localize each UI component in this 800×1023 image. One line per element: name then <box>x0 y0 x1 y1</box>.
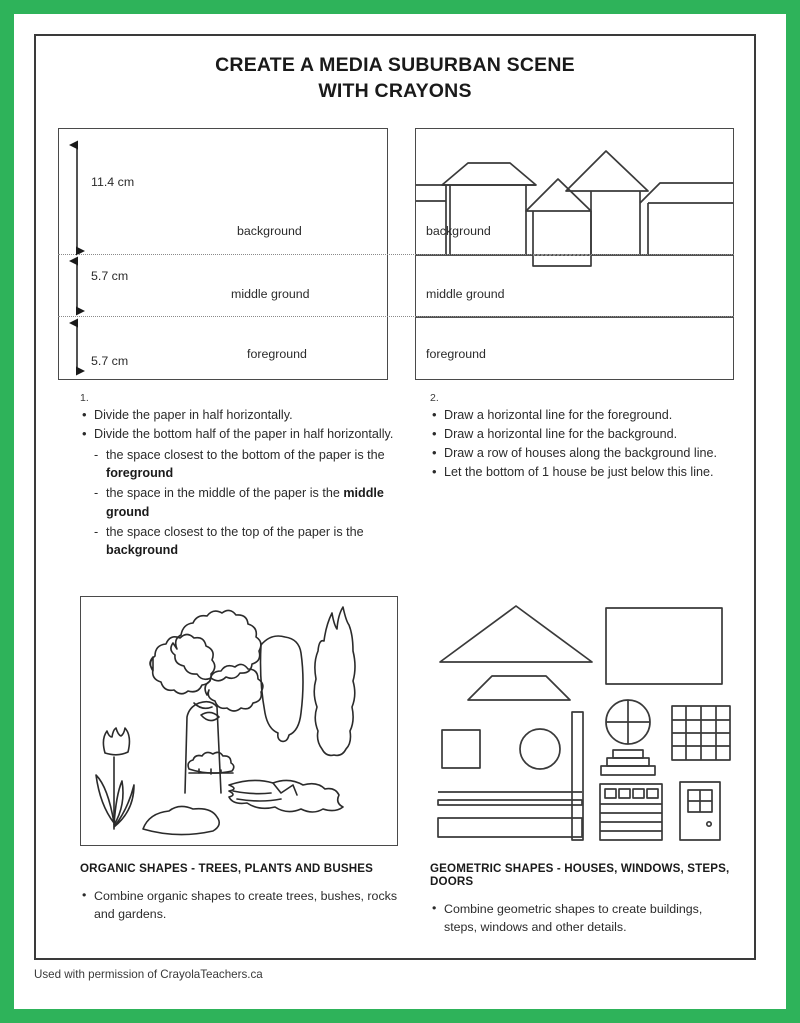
dimension-label-background: 11.4 cm <box>91 175 135 189</box>
small-bush-icon <box>188 752 234 774</box>
step-2-bullet-4-text: Let the bottom of 1 house be just below this line. <box>444 464 714 479</box>
shape-galleries <box>58 596 734 846</box>
tree-icon <box>150 610 263 793</box>
list-item <box>430 445 734 463</box>
list-item <box>94 523 400 560</box>
round-window-icon <box>606 700 650 744</box>
step-2-number: 2. <box>430 392 439 404</box>
scene-label-middle-ground: middle ground <box>426 287 505 301</box>
dimension-label-middle-ground: 5.7 cm <box>91 269 129 283</box>
instruction-step-2 <box>430 392 734 483</box>
dimension-label-foreground: 5.7 cm <box>91 354 129 368</box>
step-1-sub-bullets <box>94 446 400 560</box>
sub-2-pre: the space in the middle of the paper is the <box>106 486 344 501</box>
scene-label-foreground: foreground <box>426 347 486 361</box>
long-rectangle-icon <box>438 818 582 837</box>
list-item <box>94 484 400 521</box>
diagram-row <box>58 128 734 380</box>
organic-shapes-drawing <box>81 597 395 843</box>
trapezoid-icon <box>468 676 570 700</box>
organic-shapes-panel <box>80 596 398 846</box>
step-1-bullet-2-text: Divide the bottom half of the paper in half horizontally. <box>94 426 394 441</box>
sub-1-pre: the space closest to the bottom of the paper is the <box>106 447 385 462</box>
list-item <box>430 464 734 482</box>
organic-caption-body: • Combine organic shapes to create trees, bushes, rocks and gardens. <box>80 888 400 924</box>
attribution-footer: Used with permission of CrayolaTeachers.ca <box>34 968 263 981</box>
rock-icon <box>143 806 219 834</box>
list-item <box>430 426 734 444</box>
sub-3-pre: the space closest to the top of the paper is the <box>106 524 364 539</box>
geometric-shapes-drawing <box>430 596 734 846</box>
geometric-caption-body: • Combine geometric shapes to create buildings, steps, windows and other details. <box>430 901 734 937</box>
geometric-caption-title: GEOMETRIC SHAPES - HOUSES, WINDOWS, STEPS, DOORS <box>430 862 730 888</box>
list-item <box>80 407 400 425</box>
square-icon <box>442 730 480 768</box>
step-2-bullet-3-text: Draw a row of houses along the background line. <box>444 445 718 460</box>
cypress-bush-icon <box>314 607 355 755</box>
step-1-number: 1. <box>80 392 89 404</box>
grid-window-icon <box>672 706 730 760</box>
organic-shapes-caption <box>80 862 400 924</box>
divider-background-middle <box>58 254 734 255</box>
page-title-line-2: WITH CRAYONS <box>318 79 472 102</box>
page-title <box>36 53 754 105</box>
large-rectangle-icon <box>606 608 722 684</box>
steps-icon <box>601 750 655 775</box>
geometric-shapes-caption <box>430 862 734 937</box>
document-frame <box>34 34 756 960</box>
scene-label-background: background <box>426 224 491 238</box>
instruction-step-1 <box>80 392 400 560</box>
sub-1-bold: foreground <box>106 466 174 480</box>
garage-door-icon <box>600 784 662 840</box>
list-item <box>80 426 400 559</box>
organic-caption-title: ORGANIC SHAPES - TREES, PLANTS AND BUSHES <box>80 862 374 875</box>
sub-3-bold: background <box>106 543 179 557</box>
page-title-line-1: CREATE A MEDIA SUBURBAN SCENE <box>215 54 575 76</box>
foliage-icon <box>229 780 343 812</box>
triangle-icon <box>440 606 592 662</box>
step-2-bullet-2-text: Draw a horizontal line for the background. <box>444 426 678 441</box>
step-2-bullet-1-text: Draw a horizontal line for the foreground. <box>444 408 673 422</box>
list-item <box>430 407 734 425</box>
band-label-middle-ground: middle ground <box>231 287 310 301</box>
thin-bar-icon <box>438 800 582 805</box>
tall-bush-icon <box>261 636 304 741</box>
tulip-icon <box>96 728 134 829</box>
sub-2-bold: middle ground <box>106 486 384 519</box>
step-1-bullet-1-text: Divide the paper in half horizontally. <box>94 408 293 422</box>
band-label-background: background <box>237 224 302 238</box>
band-label-foreground: foreground <box>247 347 307 361</box>
geometric-shapes-panel <box>430 596 734 846</box>
list-item <box>94 446 400 483</box>
divider-middle-foreground <box>58 316 734 317</box>
step-2-bullets <box>430 407 734 482</box>
door-icon <box>680 782 720 840</box>
circle-icon <box>520 729 560 769</box>
step-1-bullets <box>80 407 400 559</box>
